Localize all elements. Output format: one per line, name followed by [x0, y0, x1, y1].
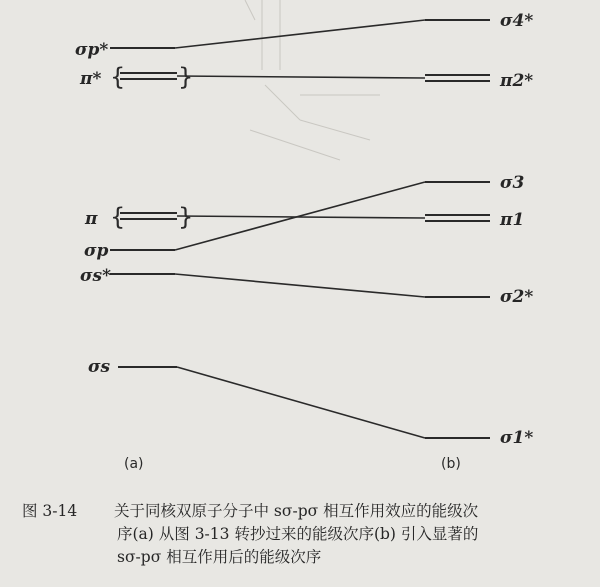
label-sigma-p: σp: [84, 241, 109, 261]
bleed-through-marks: [245, 0, 380, 160]
label-sigma-s-star: σs*: [80, 266, 111, 286]
label-sigma4-star: σ4*: [500, 11, 534, 31]
label-sigma-p-star: σp*: [75, 40, 109, 60]
label-pi: π: [85, 209, 98, 229]
column-label-a: (a): [124, 456, 144, 472]
caption-line-1: 关于同核双原子分子中 sσ-pσ 相互作用效应的能级次: [114, 502, 479, 520]
bracket-close-pi-star: }: [178, 63, 194, 91]
column-b-levels: [425, 20, 490, 438]
caption-line-3: sσ-pσ 相互作用后的能级次序: [117, 548, 322, 566]
figure-number: 图 3-14: [22, 502, 78, 520]
connector-sigma-s-star: [175, 274, 425, 297]
label-sigma1-star: σ1*: [500, 428, 534, 448]
column-label-b: (b): [441, 456, 461, 472]
label-sigma3: σ3: [500, 173, 525, 193]
bracket-close-pi: }: [178, 203, 194, 231]
bracket-open-pi: {: [110, 203, 126, 231]
connector-sigma-s: [177, 367, 425, 438]
connector-sigma-p-star: [175, 20, 425, 48]
correlation-lines: [175, 20, 425, 438]
connector-pi-star: [177, 76, 425, 78]
label-pi-star: π*: [80, 69, 102, 89]
caption-line-2: 序(a) 从图 3-13 转抄过来的能级次序(b) 引入显著的: [117, 525, 479, 543]
label-sigma-s: σs: [88, 357, 111, 377]
label-sigma2-star: σ2*: [500, 287, 534, 307]
figure-caption: [22, 500, 594, 569]
label-pi1: π1: [500, 210, 525, 230]
label-pi2-star: π2*: [500, 71, 534, 91]
bracket-open-pi-star: {: [110, 63, 126, 91]
